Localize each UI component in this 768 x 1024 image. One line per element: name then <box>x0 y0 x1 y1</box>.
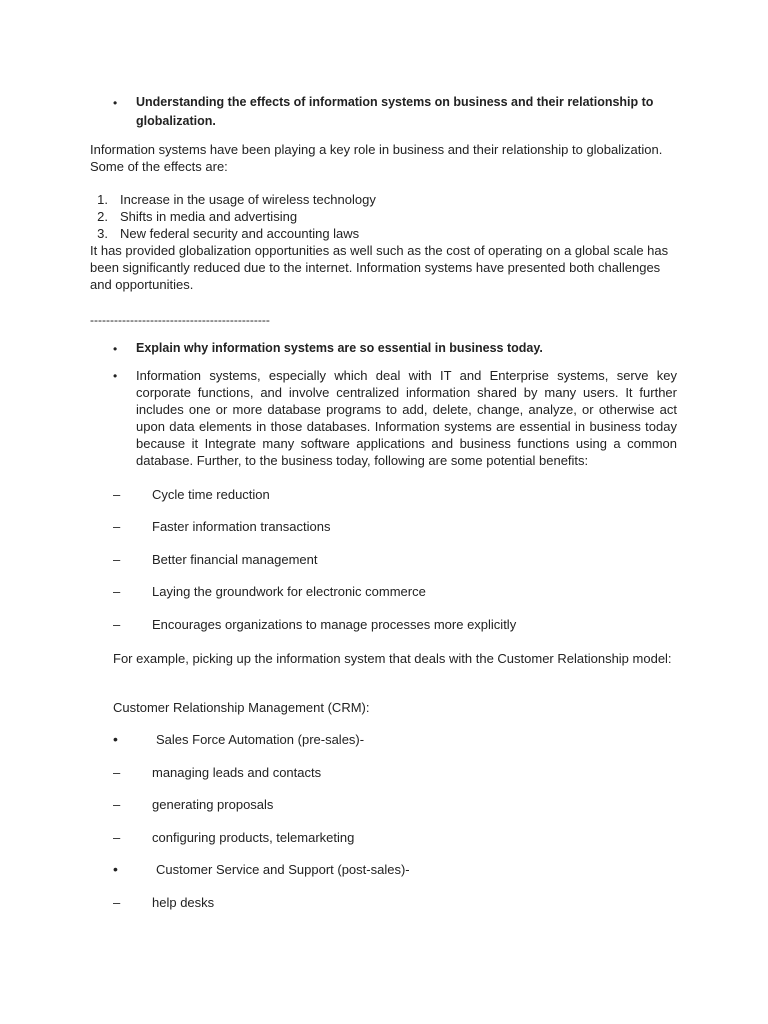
crm-bullet: • <box>113 731 118 747</box>
dash-marker: – <box>113 617 121 632</box>
section2-paragraph: Information systems, especially which deal with IT and Enterprise systems, serve key corporate functions, and involve centralized information shared by many users. It further includes one or more database programs to add, delete, change, analyze, or otherwise act upon data elements in those databases. Information systems are essential in business today because it Integrate many software applications and business functions using a common database. Further, to the business today, following are some potential benefits: <box>136 368 677 468</box>
crm-bullet: • <box>113 861 118 877</box>
crm-item: configuring products, telemarketing <box>152 830 355 845</box>
list-number: 1. <box>97 192 108 207</box>
crm-category: Sales Force Automation (pre-sales)- <box>156 732 365 747</box>
list-item <box>90 208 297 225</box>
list-text: Increase in the usage of wireless technology <box>120 192 376 207</box>
section1-intro: Information systems have been playing a key role in business and their relationship to globalization. Some of the effects are: <box>90 142 663 174</box>
benefit-item: Faster information transactions <box>152 519 331 534</box>
dash-marker: – <box>113 765 121 780</box>
list-number: 2. <box>97 209 108 224</box>
crm-item: managing leads and contacts <box>152 765 322 780</box>
paragraph-bullet: • <box>113 369 118 383</box>
benefit-item: Laying the groundwork for electronic commerce <box>152 584 426 599</box>
dash-marker: – <box>113 519 121 534</box>
benefit-item: Better financial management <box>152 552 318 567</box>
dash-marker: – <box>113 584 121 599</box>
crm-category: Customer Service and Support (post-sales)- <box>156 862 410 877</box>
crm-item: generating proposals <box>152 797 274 812</box>
dash-marker: – <box>113 895 121 910</box>
list-text: Shifts in media and advertising <box>120 209 298 224</box>
dash-marker: – <box>113 552 121 567</box>
section1-heading-line2: globalization. <box>136 114 216 128</box>
example-paragraph: For example, picking up the information system that deals with the Customer Relationship model: <box>113 651 672 666</box>
section1-heading-line1: Understanding the effects of information systems on business and their relationship to <box>136 95 654 109</box>
dash-marker: – <box>113 487 121 502</box>
section2-heading: Explain why information systems are so essential in business today. <box>136 341 543 355</box>
list-item <box>90 225 359 242</box>
heading-bullet: • <box>113 342 118 356</box>
list-text: New federal security and accounting laws <box>120 226 360 241</box>
crm-title: Customer Relationship Management (CRM): <box>113 700 370 715</box>
dash-marker: – <box>113 797 121 812</box>
benefit-item: Cycle time reduction <box>152 487 270 502</box>
list-item <box>90 191 376 208</box>
list-number: 3. <box>97 226 108 241</box>
benefit-item: Encourages organizations to manage processes more explicitly <box>152 617 517 632</box>
divider: --------------------------------------------- <box>90 313 270 327</box>
crm-item: help desks <box>152 895 215 910</box>
section1-closing: It has provided globalization opportunities as well such as the cost of operating on a global scale has been significantly reduced due to the internet. Information systems have presented both challenges and opportunities. <box>90 243 669 292</box>
dash-marker: – <box>113 830 121 845</box>
section1-heading <box>136 93 696 131</box>
heading-bullet: • <box>113 96 118 110</box>
